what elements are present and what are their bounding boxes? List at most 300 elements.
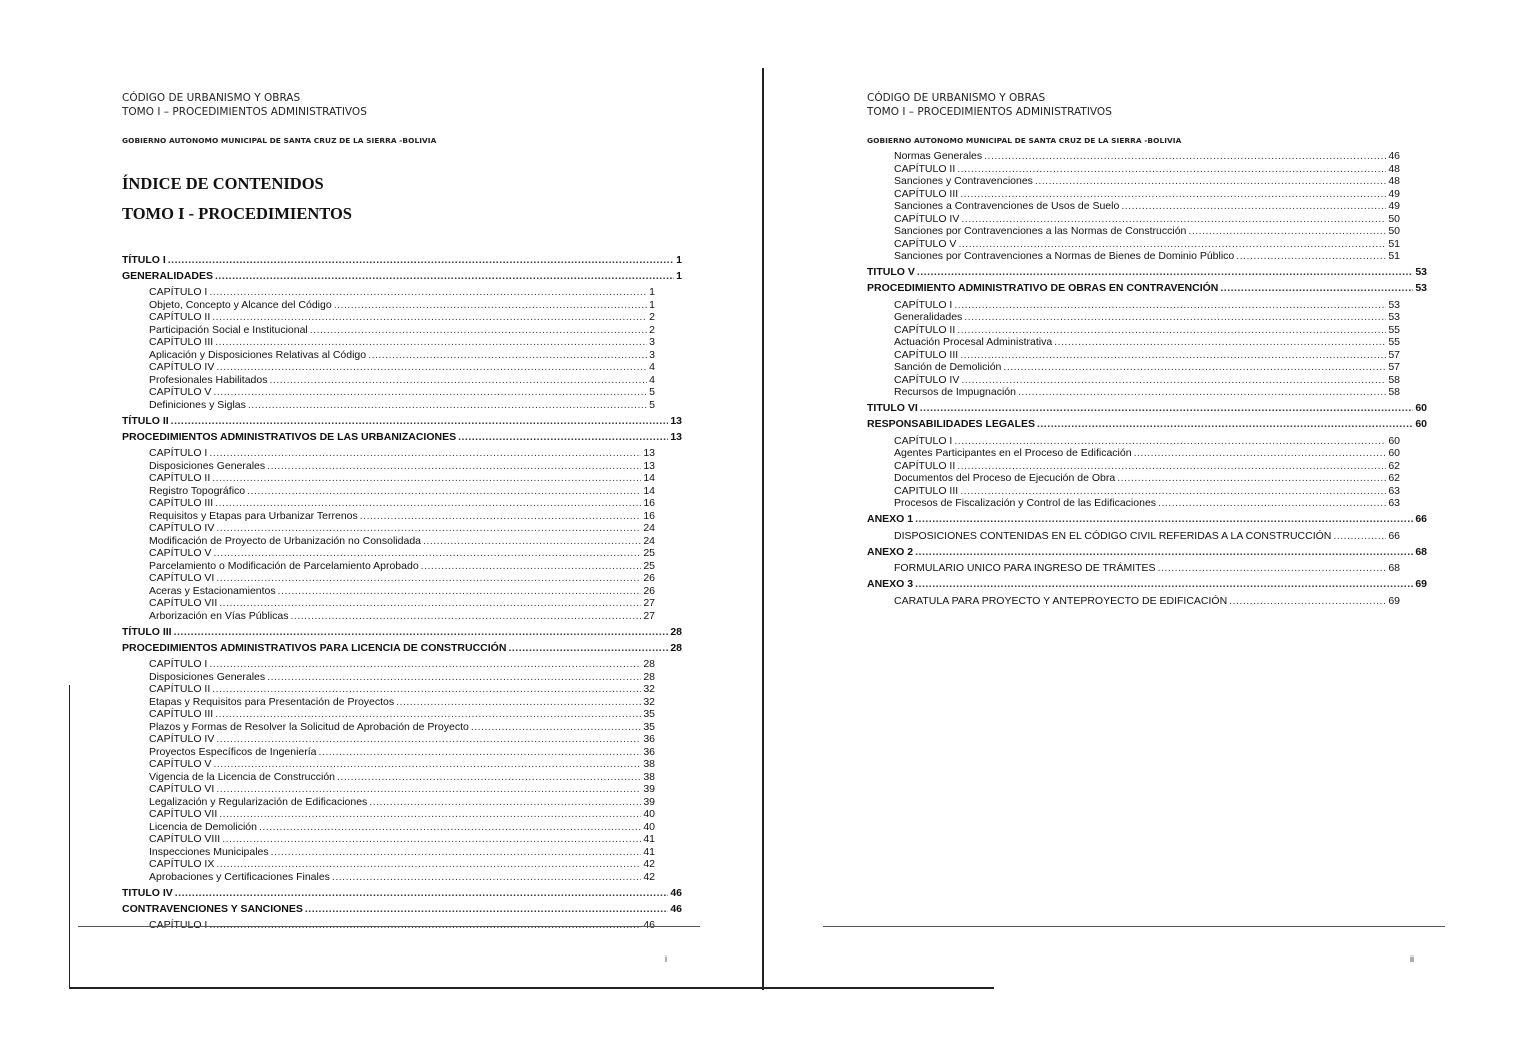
toc-entry-page: 68 xyxy=(1388,562,1400,574)
toc-entry-title: Proyectos Específicos de Ingeniería xyxy=(149,745,317,758)
toc-entry xyxy=(122,585,655,598)
toc-entry xyxy=(867,188,1400,201)
toc-entry-title: CAPÍTULO III xyxy=(149,708,214,720)
toc-entry-title: CAPÍTULO II xyxy=(149,683,211,695)
toc-entry-page: 1 xyxy=(649,286,655,298)
dot-leader xyxy=(1158,497,1386,510)
toc-entry-title: TÍTULO III xyxy=(122,625,172,638)
toc-entry-page: 51 xyxy=(1388,250,1400,262)
dot-leader xyxy=(216,361,647,374)
dot-leader xyxy=(1035,175,1386,188)
toc-entry-title: PROCEDIMIENTO ADMINISTRATIVO DE OBRAS EN CONTRAVENCIÓN xyxy=(867,282,1219,294)
toc-entry xyxy=(122,708,655,721)
header-institution: GOBIERNO AUTONOMO MUNICIPAL DE SANTA CRUZ DE LA SIERRA -BOLIVIA xyxy=(122,136,437,145)
toc-entry-page: 66 xyxy=(1388,529,1400,542)
toc-entry-title: CAPITULO III xyxy=(894,484,959,497)
dot-leader xyxy=(247,485,641,498)
dot-leader xyxy=(368,349,647,362)
toc-entry-page: 38 xyxy=(643,758,655,770)
dot-leader xyxy=(269,374,647,387)
toc-entry-page: 50 xyxy=(1388,225,1400,237)
toc-entry-title: Registro Topográfico xyxy=(149,484,246,497)
toc-entry-page: 41 xyxy=(643,845,655,858)
toc-entry-title: Agentes Participantes en el Proceso de Edificación xyxy=(894,447,1132,459)
dot-leader xyxy=(216,522,641,535)
toc-entry xyxy=(867,386,1400,399)
toc-entry xyxy=(867,200,1400,213)
toc-section-entry xyxy=(122,887,682,900)
volume-heading: TOMO I - PROCEDIMIENTOS xyxy=(122,204,352,223)
dot-leader xyxy=(216,733,641,746)
toc-entry-page: 24 xyxy=(643,522,655,534)
dot-leader xyxy=(215,497,641,510)
toc-entry-page: 35 xyxy=(643,708,655,720)
dot-leader xyxy=(421,560,642,573)
toc-entry-title: CAPÍTULO V xyxy=(149,386,212,398)
toc-entry-page: 5 xyxy=(649,386,655,398)
table-of-contents xyxy=(867,150,1427,607)
toc-entry-title: Sanciones por Contravenciones a Normas de Bienes de Dominio Público xyxy=(894,250,1235,262)
toc-entry-page: 63 xyxy=(1388,484,1400,497)
toc-entry-page: 1 xyxy=(649,298,655,311)
toc-entry xyxy=(122,497,655,510)
toc-entry-title: CAPÍTULO III xyxy=(894,187,959,200)
dot-leader xyxy=(209,286,647,299)
toc-section-entry xyxy=(867,266,1427,279)
toc-entry-page: 36 xyxy=(643,733,655,745)
page-number: i xyxy=(665,954,667,964)
dot-leader xyxy=(369,796,641,809)
toc-entry-page: 16 xyxy=(643,497,655,509)
toc-entry xyxy=(122,771,655,784)
toc-entry-page: 57 xyxy=(1388,361,1400,373)
toc-entry-page: 46 xyxy=(643,919,655,931)
toc-entry-title: Sanciones a Contravenciones de Usos de Suelo xyxy=(894,200,1120,212)
toc-entry-page: 53 xyxy=(1415,266,1427,278)
toc-entry-page: 62 xyxy=(1388,459,1400,472)
dot-leader xyxy=(960,349,1386,362)
toc-entry-title: CAPÍTULO IV xyxy=(149,361,215,373)
toc-entry-page: 60 xyxy=(1415,418,1427,430)
toc-entry xyxy=(122,522,655,535)
toc-entry-page: 25 xyxy=(643,559,655,572)
toc-entry xyxy=(122,671,655,684)
page-number: ii xyxy=(1410,954,1414,964)
toc-entry-title: CAPÍTULO II xyxy=(149,311,211,323)
toc-entry-page: 28 xyxy=(643,670,655,683)
toc-entry xyxy=(867,435,1400,448)
toc-entry-title: Sanción de Demolición xyxy=(894,361,1002,373)
toc-entry xyxy=(122,833,655,846)
toc-entry xyxy=(867,460,1400,473)
toc-entry xyxy=(122,871,655,884)
toc-entry-page: 28 xyxy=(670,641,682,654)
dot-leader xyxy=(1220,282,1413,295)
toc-entry-title: Disposiciones Generales xyxy=(149,670,266,683)
toc-entry-title: CAPÍTULO VIII xyxy=(149,833,221,845)
dot-leader xyxy=(248,399,647,412)
toc-entry xyxy=(867,530,1400,543)
dot-leader xyxy=(267,671,641,684)
toc-entry-title: CAPÍTULO II xyxy=(894,162,956,175)
toc-entry-page: 27 xyxy=(643,609,655,622)
dot-leader xyxy=(175,887,669,900)
toc-entry-title: Profesionales Habilitados xyxy=(149,373,268,386)
toc-section-entry xyxy=(867,578,1427,591)
toc-entry-page: 25 xyxy=(643,547,655,559)
toc-entry xyxy=(122,683,655,696)
toc-entry xyxy=(122,349,655,362)
footer-rule xyxy=(823,926,1445,927)
toc-entry-title: CAPÍTULO IX xyxy=(149,858,215,870)
dot-leader xyxy=(267,460,641,473)
toc-entry-page: 51 xyxy=(1388,237,1400,250)
dot-leader xyxy=(954,435,1386,448)
dot-leader xyxy=(215,336,647,349)
dot-leader xyxy=(915,546,1413,559)
toc-entry-title: CAPÍTULO IV xyxy=(894,212,960,225)
dot-leader xyxy=(917,266,1413,279)
dot-leader xyxy=(212,472,641,485)
toc-entry-page: 13 xyxy=(670,430,682,443)
toc-entry-title: CAPÍTULO III xyxy=(149,336,214,348)
toc-entry-title: CAPÍTULO I xyxy=(149,286,208,298)
toc-entry-page: 58 xyxy=(1388,373,1400,386)
toc-entry-title: Normas Generales xyxy=(894,150,983,162)
toc-entry xyxy=(122,572,655,585)
toc-entry-title: Objeto, Concepto y Alcance del Código xyxy=(149,298,332,311)
toc-entry-title: CAPÍTULO I xyxy=(894,434,953,447)
toc-entry xyxy=(122,610,655,623)
dot-leader xyxy=(1037,418,1413,431)
toc-entry-page: 38 xyxy=(643,770,655,783)
dot-leader xyxy=(957,460,1386,473)
toc-entry-page: 32 xyxy=(643,695,655,708)
toc-entry-title: Sanciones por Contravenciones a las Normas de Construcción xyxy=(894,225,1187,237)
dot-leader xyxy=(209,447,641,460)
toc-entry-page: 49 xyxy=(1388,187,1400,200)
header-subtitle: TOMO I – PROCEDIMIENTOS ADMINISTRATIVOS xyxy=(867,106,1112,118)
toc-entry-page: 57 xyxy=(1388,348,1400,361)
toc-entry-page: 36 xyxy=(643,745,655,758)
toc-entry-page: 62 xyxy=(1388,472,1400,484)
toc-entry-title: Sanciones y Contravenciones xyxy=(894,175,1033,187)
toc-entry-page: 2 xyxy=(649,323,655,336)
toc-entry-title: ANEXO 2 xyxy=(867,545,914,558)
toc-entry-page: 68 xyxy=(1415,545,1427,558)
toc-section-entry xyxy=(867,402,1427,415)
toc-entry xyxy=(867,472,1400,485)
toc-entry-title: Generalidades xyxy=(894,311,963,323)
dot-leader xyxy=(337,771,641,784)
toc-entry xyxy=(867,595,1400,608)
toc-entry xyxy=(122,746,655,759)
dot-leader xyxy=(1018,386,1386,399)
toc-entry xyxy=(122,547,655,560)
toc-entry-page: 3 xyxy=(649,336,655,348)
toc-entry xyxy=(867,175,1400,188)
dot-leader xyxy=(1117,472,1386,485)
toc-entry xyxy=(867,150,1400,163)
toc-entry-page: 14 xyxy=(643,484,655,497)
toc-entry-title: CAPÍTULO I xyxy=(149,447,208,459)
document-page-right xyxy=(815,0,1514,1000)
toc-entry-page: 53 xyxy=(1388,311,1400,323)
toc-entry-title: Aplicación y Disposiciones Relativas al Código xyxy=(149,348,367,361)
toc-entry xyxy=(867,299,1400,312)
toc-entry-title: Modificación de Proyecto de Urbanización no Consolidada xyxy=(149,534,421,547)
dot-leader xyxy=(458,431,668,444)
toc-entry xyxy=(867,324,1400,337)
toc-entry xyxy=(122,324,655,337)
toc-section-entry xyxy=(122,903,682,916)
dot-leader xyxy=(961,374,1386,387)
toc-entry xyxy=(867,361,1400,374)
toc-entry-page: 48 xyxy=(1388,175,1400,187)
dot-leader xyxy=(1054,336,1386,349)
dot-leader xyxy=(216,858,641,871)
toc-entry-title: CAPÍTULO V xyxy=(149,547,212,559)
toc-entry-title: Aceras y Estacionamientos xyxy=(149,584,276,597)
toc-entry-title: Etapas y Requisitos para Presentación de Proyectos xyxy=(149,695,395,708)
toc-entry xyxy=(122,733,655,746)
dot-leader xyxy=(1134,447,1387,460)
toc-entry xyxy=(122,386,655,399)
toc-entry-title: Requisitos y Etapas para Urbanizar Terrenos xyxy=(149,509,358,522)
toc-entry xyxy=(122,374,655,387)
left-border-line xyxy=(69,685,70,989)
toc-entry-page: 3 xyxy=(649,348,655,361)
toc-entry-page: 49 xyxy=(1388,200,1400,212)
dot-leader xyxy=(219,808,641,821)
toc-entry-title: CAPÍTULO VII xyxy=(149,597,218,609)
toc-entry-page: 58 xyxy=(1388,386,1400,398)
toc-section-entry xyxy=(867,546,1427,559)
toc-entry xyxy=(122,361,655,374)
toc-entry-page: 48 xyxy=(1388,162,1400,175)
toc-entry xyxy=(122,560,655,573)
toc-entry-page: 69 xyxy=(1388,594,1400,607)
toc-entry xyxy=(867,485,1400,498)
toc-entry-title: CAPÍTULO III xyxy=(894,348,959,361)
toc-entry-title: CARATULA PARA PROYECTO Y ANTEPROYECTO DE EDIFICACIÓN xyxy=(894,594,1228,607)
toc-section-entry xyxy=(122,415,682,428)
toc-section-entry xyxy=(122,254,682,267)
page-divider-line xyxy=(762,68,764,990)
toc-entry-title: Parcelamiento o Modificación de Parcelamiento Aprobado xyxy=(149,559,419,572)
dot-leader xyxy=(1003,361,1386,374)
toc-entry-title: Licencia de Demolición xyxy=(149,820,257,833)
toc-entry-title: CAPÍTULO VI xyxy=(149,572,215,584)
toc-entry-page: 50 xyxy=(1388,212,1400,225)
toc-entry xyxy=(867,497,1400,510)
toc-entry xyxy=(867,447,1400,460)
toc-entry xyxy=(122,535,655,548)
dot-leader xyxy=(1333,530,1386,543)
toc-section-entry xyxy=(867,513,1427,526)
toc-entry xyxy=(122,299,655,312)
toc-entry-page: 55 xyxy=(1388,323,1400,336)
dot-leader xyxy=(222,833,641,846)
toc-entry-title: Arborización en Vías Públicas xyxy=(149,609,289,622)
toc-entry xyxy=(122,460,655,473)
toc-entry xyxy=(122,846,655,859)
toc-entry-title: PROCEDIMIENTOS ADMINISTRATIVOS PARA LICENCIA DE CONSTRUCCIÓN xyxy=(122,641,507,654)
toc-entry-page: 26 xyxy=(643,572,655,584)
toc-entry-page: 5 xyxy=(649,398,655,411)
toc-entry-page: 32 xyxy=(643,683,655,695)
toc-entry-page: 41 xyxy=(643,833,655,845)
toc-entry xyxy=(867,213,1400,226)
toc-entry-title: CAPÍTULO II xyxy=(894,323,956,336)
dot-leader xyxy=(964,311,1386,324)
toc-entry-page: 60 xyxy=(1388,434,1400,447)
toc-entry-page: 14 xyxy=(643,472,655,484)
toc-entry-title: TÍTULO I xyxy=(122,253,166,266)
toc-entry xyxy=(122,821,655,834)
toc-entry-page: 46 xyxy=(1388,150,1400,162)
dot-leader xyxy=(961,213,1386,226)
toc-entry-title: CAPÍTULO III xyxy=(149,497,214,509)
toc-entry-title: Inspecciones Municipales xyxy=(149,845,269,858)
toc-heading: ÍNDICE DE CONTENIDOS xyxy=(122,174,324,193)
toc-section-entry xyxy=(122,626,682,639)
toc-entry xyxy=(867,238,1400,251)
toc-entry-title: Vigencia de la Licencia de Construcción xyxy=(149,770,336,783)
toc-entry-title: Documentos del Proceso de Ejecución de Obra xyxy=(894,472,1116,484)
toc-entry-title: ANEXO 1 xyxy=(867,513,914,525)
dot-leader xyxy=(212,311,647,324)
toc-entry-page: 40 xyxy=(643,808,655,820)
dot-leader xyxy=(209,658,641,671)
dot-leader xyxy=(171,415,669,428)
toc-section-entry xyxy=(122,431,682,444)
dot-leader xyxy=(215,708,641,721)
toc-entry xyxy=(122,311,655,324)
toc-entry-title: CAPÍTULO I xyxy=(894,298,953,311)
dot-leader xyxy=(958,238,1386,251)
toc-entry-title: CAPÍTULO I xyxy=(149,658,208,670)
toc-entry-page: 39 xyxy=(643,783,655,795)
footer-rule xyxy=(78,926,700,927)
toc-entry xyxy=(867,374,1400,387)
dot-leader xyxy=(1121,200,1386,213)
toc-entry xyxy=(122,510,655,523)
toc-entry xyxy=(867,349,1400,362)
dot-leader xyxy=(213,386,647,399)
dot-leader xyxy=(212,683,641,696)
toc-entry-page: 69 xyxy=(1415,578,1427,590)
toc-entry-title: CAPÍTULO II xyxy=(149,472,211,484)
toc-entry-page: 28 xyxy=(643,658,655,670)
dot-leader xyxy=(915,513,1413,526)
toc-entry-title: TITULO IV xyxy=(122,886,173,899)
toc-entry xyxy=(122,658,655,671)
toc-entry-title: Plazos y Formas de Resolver la Solicitud de Aprobación de Proyecto xyxy=(149,720,469,733)
toc-entry-page: 13 xyxy=(643,447,655,459)
toc-entry-title: Disposiciones Generales xyxy=(149,459,266,472)
dot-leader xyxy=(915,578,1413,591)
toc-entry-page: 63 xyxy=(1388,497,1400,509)
toc-entry xyxy=(122,472,655,485)
dot-leader xyxy=(259,821,641,834)
toc-entry xyxy=(867,336,1400,349)
toc-entry-page: 4 xyxy=(649,373,655,386)
toc-entry-title: Actuación Procesal Administrativa xyxy=(894,336,1053,348)
toc-entry-page: 42 xyxy=(643,858,655,870)
dot-leader xyxy=(920,402,1414,415)
toc-entry-page: 16 xyxy=(643,509,655,522)
header-title: CÓDIGO DE URBANISMO Y OBRAS xyxy=(122,92,301,104)
toc-entry-page: 13 xyxy=(643,459,655,472)
dot-leader xyxy=(423,535,641,548)
dot-leader xyxy=(396,696,641,709)
dot-leader xyxy=(216,572,641,585)
dot-leader xyxy=(471,721,641,734)
toc-section-entry xyxy=(867,282,1427,295)
toc-entry xyxy=(122,336,655,349)
toc-entry-page: 39 xyxy=(643,795,655,808)
toc-section-entry xyxy=(867,418,1427,431)
header-subtitle: TOMO I – PROCEDIMIENTOS ADMINISTRATIVOS xyxy=(122,106,367,118)
toc-entry-page: 46 xyxy=(670,886,682,899)
bottom-border-line xyxy=(69,987,994,989)
toc-entry xyxy=(122,808,655,821)
toc-entry xyxy=(122,597,655,610)
dot-leader xyxy=(508,642,668,655)
toc-entry xyxy=(867,163,1400,176)
toc-entry-title: TITULO V xyxy=(867,266,915,278)
toc-entry xyxy=(122,796,655,809)
toc-section-entry xyxy=(122,270,682,283)
dot-leader xyxy=(1188,225,1386,238)
dot-leader xyxy=(984,150,1386,163)
toc-entry xyxy=(867,225,1400,238)
toc-entry-title: TÍTULO II xyxy=(122,414,169,427)
dot-leader xyxy=(957,163,1386,176)
toc-entry-title: RESPONSABILIDADES LEGALES xyxy=(867,418,1036,430)
toc-entry-title: FORMULARIO UNICO PARA INGRESO DE TRÁMITES xyxy=(894,562,1156,574)
toc-entry-title: Procesos de Fiscalización y Control de las Edificaciones xyxy=(894,497,1157,509)
toc-entry-title: Aprobaciones y Certificaciones Finales xyxy=(149,870,330,883)
toc-entry-page: 4 xyxy=(649,361,655,373)
toc-entry-title: PROCEDIMIENTOS ADMINISTRATIVOS DE LAS URBANIZACIONES xyxy=(122,430,457,443)
toc-entry-page: 42 xyxy=(643,870,655,883)
toc-entry-page: 55 xyxy=(1388,336,1400,348)
dot-leader xyxy=(319,746,642,759)
toc-entry-title: Participación Social e Institucional xyxy=(149,323,308,336)
dot-leader xyxy=(216,783,641,796)
toc-entry xyxy=(867,250,1400,263)
toc-entry-title: CAPÍTULO V xyxy=(149,758,212,770)
toc-entry xyxy=(867,311,1400,324)
header-institution: GOBIERNO AUTONOMO MUNICIPAL DE SANTA CRUZ DE LA SIERRA -BOLIVIA xyxy=(867,136,1182,145)
toc-entry-page: 46 xyxy=(670,902,682,915)
dot-leader xyxy=(213,547,641,560)
dot-leader xyxy=(332,871,641,884)
dot-leader xyxy=(219,597,641,610)
toc-entry-page: 35 xyxy=(643,720,655,733)
toc-entry-page: 1 xyxy=(676,253,682,266)
toc-entry xyxy=(122,783,655,796)
toc-entry xyxy=(122,485,655,498)
toc-entry-page: 13 xyxy=(670,414,682,427)
dot-leader xyxy=(1158,562,1387,575)
toc-entry-title: CAPÍTULO IV xyxy=(894,373,960,386)
toc-entry-page: 40 xyxy=(643,820,655,833)
dot-leader xyxy=(360,510,642,523)
toc-entry xyxy=(122,696,655,709)
